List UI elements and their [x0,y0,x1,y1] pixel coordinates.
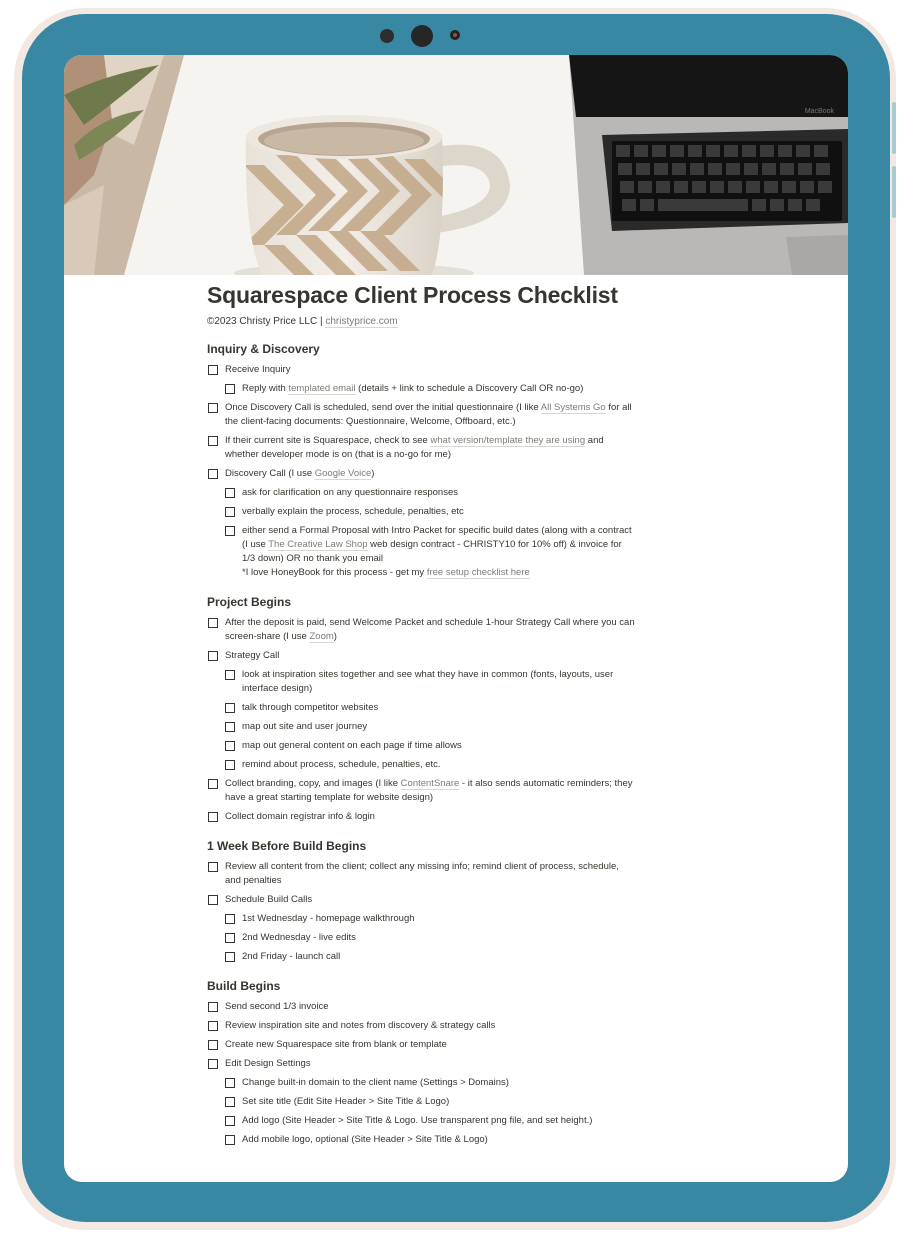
checkbox-icon[interactable] [208,403,218,413]
item-text-part: After the deposit is paid, send Welcome Packet and schedule 1-hour Strategy Call where you can screen-share (I use [225,617,635,642]
checklist-item [207,1057,637,1071]
checklist-item [207,363,637,377]
item-text-part: Receive Inquiry [225,364,291,375]
tablet-side-button-2 [892,166,896,218]
checklist-subitem [224,912,637,926]
checklist-item [207,401,637,429]
checklist-item [207,649,637,663]
inline-link[interactable]: All Systems Go [540,402,606,413]
checklist-item-text [242,739,637,753]
section-heading: Build Begins [207,979,281,993]
checkbox-icon[interactable] [225,670,235,680]
checklist-item [207,434,637,462]
checklist-subitem [224,1095,637,1109]
checklist-item [207,777,637,805]
item-text-part: Add logo (Site Header > Site Title & Logo. Use transparent png file, and set height.) [242,1115,593,1126]
checkbox-icon[interactable] [225,1116,235,1126]
inline-link[interactable]: Zoom [309,631,334,642]
section-heading: Project Begins [207,595,292,609]
checklist-item [207,616,637,644]
checklist-item-text [242,1076,637,1090]
checkbox-icon[interactable] [208,812,218,822]
checklist-subitem [224,931,637,945]
checklist-subitem [224,701,637,715]
item-text-part: map out general content on each page if time allows [242,740,462,751]
item-text-part: Reply with [242,383,289,394]
tablet-screen [64,55,848,1182]
item-text-part: *I love HoneyBook for this process - get my [242,567,427,578]
checklist-item-text [242,950,637,964]
checkbox-icon[interactable] [208,469,218,479]
checkbox-icon[interactable] [208,436,218,446]
checklist-subitem [224,505,637,519]
checklist-item [207,1019,637,1033]
page-title: Squarespace Client Process Checklist [207,282,618,308]
checklist-item-text [225,810,637,824]
checkbox-icon[interactable] [225,507,235,517]
section-spacer [207,1152,637,1160]
checklist-subitem [224,720,637,734]
item-text-part: remind about process, schedule, penalties, etc. [242,759,441,770]
inline-link[interactable]: The Creative Law Shop [268,539,368,550]
checklist-item-text [242,1133,637,1147]
item-text-part: Collect branding, copy, and images (I like [225,778,401,789]
checklist-section [207,979,637,1160]
checkbox-icon[interactable] [208,779,218,789]
checkbox-icon[interactable] [208,1021,218,1031]
checklist-item [207,860,637,888]
item-text-part: Review all content from the client; collect any missing info; remind client of process, schedule, and penalties [225,861,619,886]
checklist-subitem [224,739,637,753]
checkbox-icon[interactable] [208,1040,218,1050]
checklist-section [207,342,637,593]
checklist-item-text [242,524,637,580]
copyright-text: ©2023 Christy Price LLC | [207,316,326,327]
checklist-subitem [224,1133,637,1147]
checklist-item [207,467,637,481]
checklist-item [207,1000,637,1014]
item-text-part: map out site and user journey [242,721,368,732]
checklist-document [207,281,637,1160]
checklist-item-text [225,363,637,377]
checklist-sections [207,342,637,1160]
checklist-subitem [224,758,637,772]
section-heading: Inquiry & Discovery [207,342,320,356]
checkbox-icon[interactable] [225,703,235,713]
item-text-part: Set site title (Edit Site Header > Site Title & Logo) [242,1096,450,1107]
item-text-part: (details + link to schedule a Discovery Call OR no-go) [355,383,584,394]
checklist-item-text [242,931,637,945]
checklist-item-text [242,505,637,519]
checkbox-icon[interactable] [208,1059,218,1069]
checkbox-icon[interactable] [225,722,235,732]
inline-link[interactable]: free setup checklist here [426,567,530,578]
item-text-part: ) [371,468,375,479]
inline-link[interactable]: ContentSnare [400,778,460,789]
item-text-part: ask for clarification on any questionnaire responses [242,487,458,498]
light-sensor-icon [450,30,460,40]
item-text-part: Discovery Call (I use [225,468,315,479]
item-text-part: look at inspiration sites together and see what they have in common (fonts, layouts, user interface design) [242,669,614,694]
item-text-part: Schedule Build Calls [225,894,313,905]
checkbox-icon[interactable] [225,526,235,536]
checkbox-icon[interactable] [225,384,235,394]
checkbox-icon[interactable] [225,488,235,498]
section-spacer [207,829,637,837]
item-text-part: talk through competitor websites [242,702,379,713]
item-text-part: Change built-in domain to the client name (Settings > Domains) [242,1077,509,1088]
sensor-dot-icon [380,29,394,43]
tablet-side-button-1 [892,102,896,154]
checkbox-icon[interactable] [208,651,218,661]
item-text-part: - it also sends automatic reminders; they have a great starting template for website design) [225,778,633,803]
checklist-item-text [225,616,637,644]
checklist-item-text [225,1038,637,1052]
item-text-part: Review inspiration site and notes from discovery & strategy calls [225,1020,496,1031]
item-text-part: for all the client-facing documents: Questionnaire, Welcome, Offboard, etc.) [225,402,632,427]
checklist-item-text [242,1095,637,1109]
checklist-subitem [224,486,637,500]
checklist-section [207,595,637,837]
hero-image-coffee-laptop [64,55,848,275]
checkbox-icon[interactable] [225,1078,235,1088]
item-text-part: 2nd Friday - launch call [242,951,341,962]
section-heading: 1 Week Before Build Begins [207,839,367,853]
item-text-part: Once Discovery Call is scheduled, send over the initial questionnaire (I like [225,402,541,413]
checkbox-icon[interactable] [225,914,235,924]
section-spacer [207,585,637,593]
item-text-part: Edit Design Settings [225,1058,311,1069]
checklist-item-text [225,649,637,663]
section-spacer [207,969,637,977]
copyright-line [207,315,637,329]
item-text-part: Add mobile logo, optional (Site Header > Site Title & Logo) [242,1134,488,1145]
svg-text:MacBook: MacBook [804,108,834,115]
checkbox-icon[interactable] [208,862,218,872]
checklist-subitem [224,668,637,696]
item-text-part: either send a Formal Proposal with Intro Packet for specific build dates (along with a contract (I use [242,525,632,550]
checkbox-icon[interactable] [208,618,218,628]
checklist-subitem [224,1076,637,1090]
checklist-item-text [225,467,637,481]
checklist-item [207,893,637,907]
checklist-item-text [242,668,637,696]
inline-link[interactable]: Google Voice [314,468,372,479]
checklist-item [207,810,637,824]
checklist-item-text [225,777,637,805]
website-link[interactable]: christyprice.com [325,316,398,327]
checkbox-icon[interactable] [208,1002,218,1012]
checklist-item-text [242,720,637,734]
checkbox-icon[interactable] [225,933,235,943]
checkbox-icon[interactable] [225,760,235,770]
checklist-item-text [225,434,637,462]
checkbox-icon[interactable] [208,895,218,905]
checklist-item-text [225,893,637,907]
camera-icon [411,25,433,47]
item-text-part: 1st Wednesday - homepage walkthrough [242,913,415,924]
item-text-part: web design contract - CHRISTY10 for 10% off) & invoice for 1/3 down) OR no thank you email [242,539,622,564]
checklist-subitem [224,1114,637,1128]
item-text-part: Strategy Call [225,650,280,661]
item-text-part: If their current site is Squarespace, check to see [225,435,431,446]
checklist-item-text [242,486,637,500]
checklist-item-text [225,1057,637,1071]
item-text-part: 2nd Wednesday - live edits [242,932,356,943]
checkbox-icon[interactable] [225,952,235,962]
checklist-item-text [225,1000,637,1014]
checklist-item-text [242,701,637,715]
checklist-item [207,1038,637,1052]
item-text-part: Collect domain registrar info & login [225,811,375,822]
checklist-item-text [242,912,637,926]
checklist-item-text [225,860,637,888]
checklist-item-text [242,382,637,396]
checklist-subitem [224,950,637,964]
checklist-item-text [225,1019,637,1033]
checklist-item-text [242,1114,637,1128]
item-text-part: Send second 1/3 invoice [225,1001,329,1012]
inline-link[interactable]: what version/template they are using [430,435,586,446]
item-text-part: and whether developer mode is on (that is a no-go for me) [225,435,604,460]
checklist-item-text [225,401,637,429]
inline-link[interactable]: templated email [288,383,356,394]
checklist-section [207,839,637,977]
item-text-part: ) [333,631,337,642]
checkbox-icon[interactable] [225,1135,235,1145]
checkbox-icon[interactable] [225,1097,235,1107]
checklist-subitem [224,524,637,580]
item-text-part: verbally explain the process, schedule, penalties, etc [242,506,464,517]
checkbox-icon[interactable] [225,741,235,751]
checklist-item-text [242,758,637,772]
checklist-subitem [224,382,637,396]
checkbox-icon[interactable] [208,365,218,375]
item-text-part: Create new Squarespace site from blank or template [225,1039,447,1050]
